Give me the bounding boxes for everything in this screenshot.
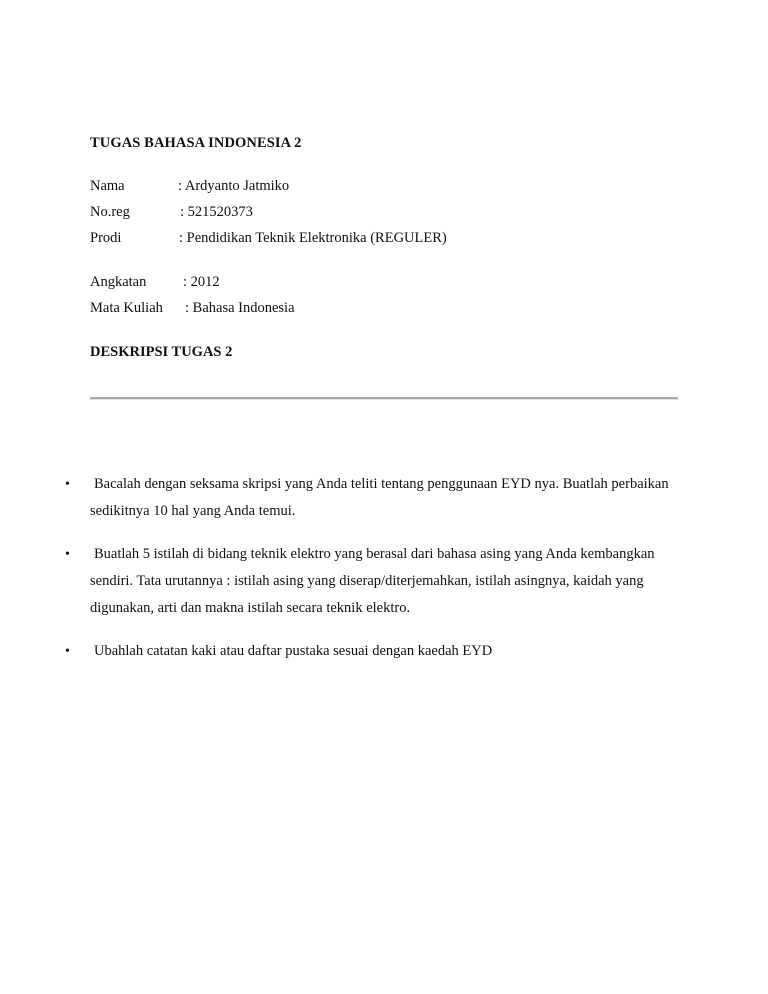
- info-value: : Pendidikan Teknik Elektronika (REGULER): [179, 230, 447, 246]
- info-value: : 521520373: [180, 204, 253, 220]
- task-text: Ubahlah catatan kaki atau daftar pustaka sesuai dengan kaedah EYD: [94, 643, 493, 659]
- info-label: Prodi: [90, 230, 122, 246]
- info-label: Mata Kuliah: [90, 300, 163, 316]
- info-row-nama: [90, 178, 290, 195]
- info-row-mata-kuliah: [90, 300, 295, 317]
- info-row-prodi: [90, 230, 447, 247]
- info-row-noreg: [90, 204, 253, 221]
- info-value: : 2012: [183, 274, 220, 290]
- info-value: : Bahasa Indonesia: [185, 300, 295, 316]
- section-title: DESKRIPSI TUGAS 2: [90, 344, 233, 360]
- task-text: Buatlah 5 istilah di bidang teknik elektro yang berasal dari bahasa asing yang Anda kembangkan sendiri. Tata urutannya : istilah asing yang diserap/diterjemahkan, istilah asingnya, kaidah yang digunakan, arti dan makna istilah secara teknik elektro.: [90, 546, 655, 616]
- task-item: [65, 541, 690, 622]
- info-row-angkatan: [90, 274, 220, 291]
- task-item: [65, 638, 690, 665]
- task-text: Bacalah dengan seksama skripsi yang Anda teliti tentang penggunaan EYD nya. Buatlah perbaikan sedikitnya 10 hal yang Anda temui.: [90, 476, 669, 519]
- info-value: : Ardyanto Jatmiko: [178, 178, 290, 194]
- bullet-icon: •: [65, 547, 70, 562]
- info-label: Angkatan: [90, 274, 147, 290]
- bullet-icon: •: [65, 477, 70, 492]
- task-item: [65, 471, 690, 525]
- bullet-icon: •: [65, 644, 70, 659]
- info-label: No.reg: [90, 204, 130, 220]
- document-title: TUGAS BAHASA INDONESIA 2: [90, 135, 302, 151]
- info-label: Nama: [90, 178, 125, 194]
- horizontal-divider: [90, 397, 678, 400]
